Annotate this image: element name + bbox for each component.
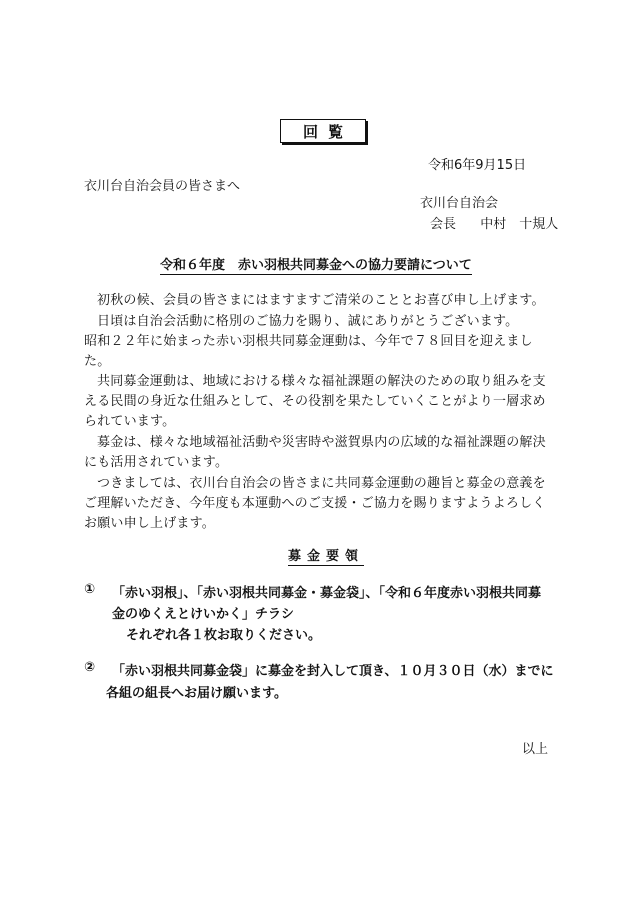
sender-role: 会長	[430, 217, 457, 232]
item-2-line: 各組の組長へお届け願います。	[106, 686, 287, 701]
recipient-line: 衣川台自治会員の皆さまへ	[84, 179, 241, 194]
body-line: える民間の身近な仕組みとして、その役割を果たしていくことがより一層求め	[84, 394, 546, 409]
body-line: 共同募金運動は、地域における様々な福祉課題の解決のための取り組みを支	[97, 374, 546, 389]
item-2-line: 「赤い羽根共同募金袋」に募金を封入して頂き、１０月３０日（水）までに	[112, 664, 554, 679]
subject-heading: 令和６年度 赤い羽根共同募金への協力要請について	[160, 254, 472, 275]
item-1-line: それぞれ各１枚お取りください。	[126, 628, 322, 643]
document-date: 令和6年9月15日	[428, 158, 527, 173]
body-line: 日頃は自治会活動に格別のご協力を賜り、誠にありがとうございます。	[97, 314, 519, 329]
sender-name: 中村 十規人	[480, 217, 559, 232]
body-line: られています。	[84, 414, 176, 429]
sender-organization: 衣川台自治会	[420, 196, 499, 211]
body-line: つきましては、衣川台自治会の皆さまに共同募金運動の趣旨と募金の意義を	[97, 476, 546, 491]
body-line: 昭和２２年に始まった赤い羽根共同募金運動は、今年で７８回目を迎えまし	[84, 334, 533, 349]
body-line: 募金は、様々な地域福祉活動や災害時や滋賀県内の広域的な福祉課題の解決	[97, 435, 546, 450]
closing-text: 以上	[522, 742, 549, 757]
body-line: た。	[84, 354, 111, 369]
item-1-marker: ①	[84, 582, 96, 597]
body-line: お願い申し上げます。	[84, 516, 215, 531]
item-1-line: 金のゆくえとけいかく」チラシ	[112, 607, 295, 622]
sender-signature	[430, 213, 558, 232]
section-heading: 募金要領	[288, 545, 364, 566]
body-line: ご理解いただき、今年度も本運動へのご支援・ご協力を賜りますようよろしく	[84, 496, 546, 511]
body-line: 初秋の候、会員の皆さまにはますますご清栄のこととお喜び申し上げます。	[97, 293, 545, 308]
body-line: にも活用されています。	[84, 455, 229, 470]
document-title: 回覧	[280, 119, 366, 143]
item-2-marker: ②	[84, 660, 96, 675]
item-1-line: 「赤い羽根」、「赤い羽根共同募金・募金袋」、「令和６年度赤い羽根共同募	[112, 586, 542, 601]
